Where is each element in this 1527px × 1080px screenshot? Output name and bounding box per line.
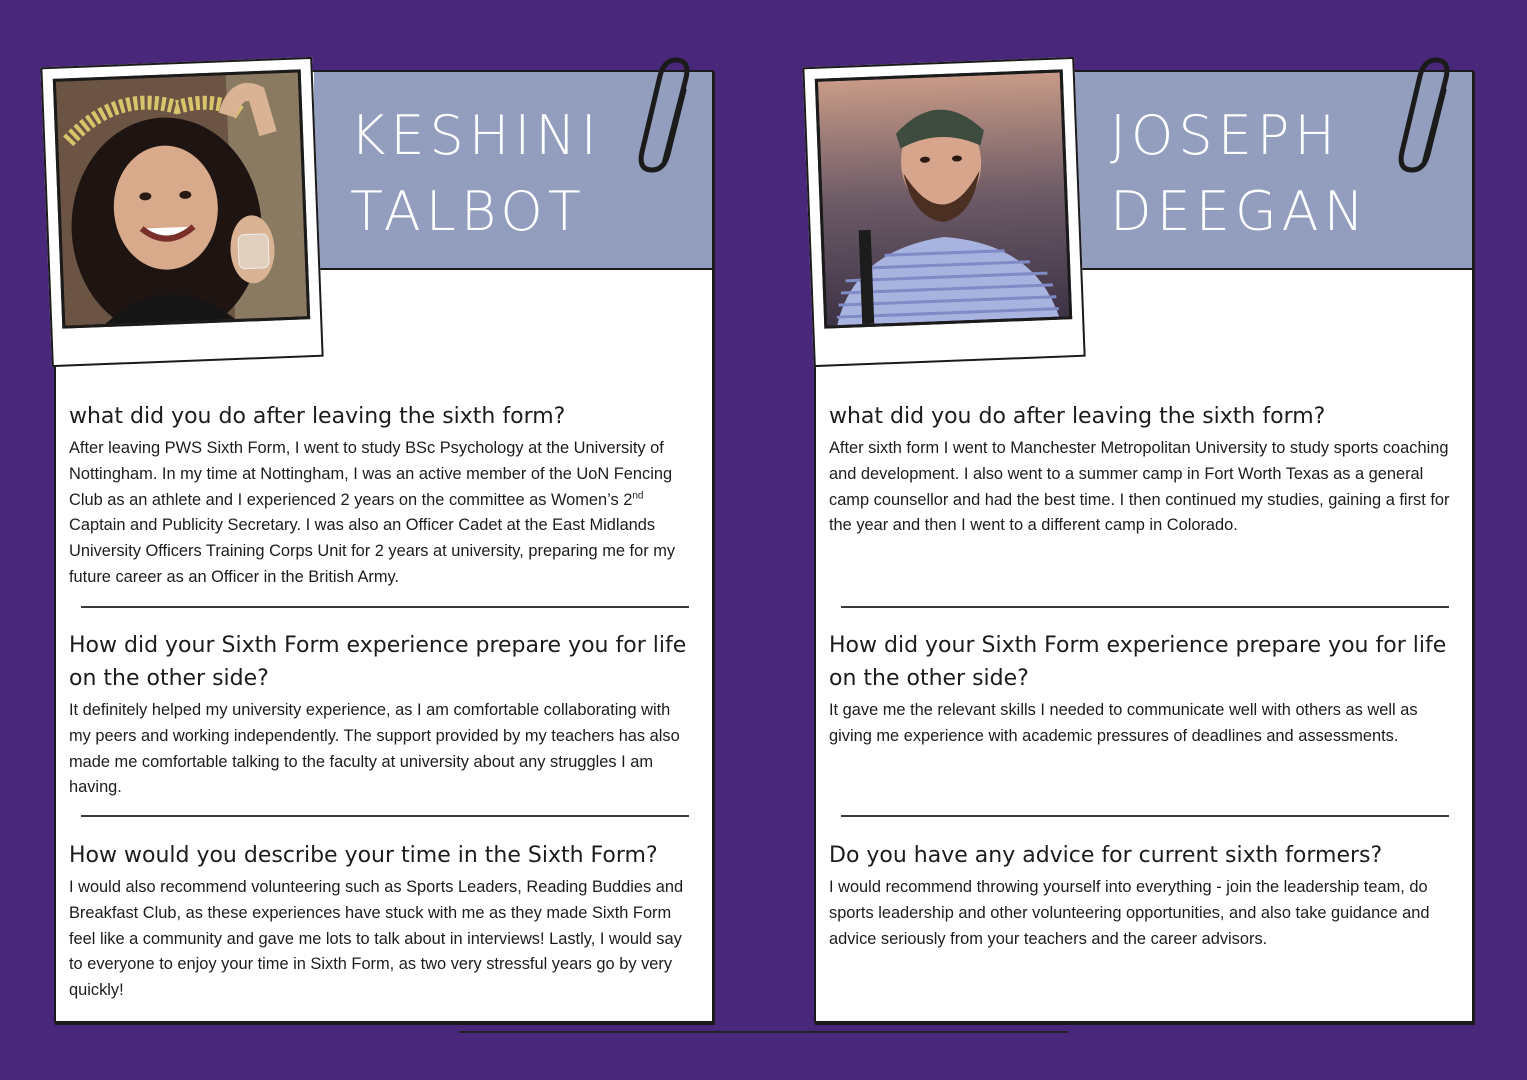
profile-name [1110,98,1369,250]
portrait-illustration [818,72,1069,325]
name-first: JOSEPH [1110,104,1340,167]
qa-section-3 [829,839,1454,952]
divider [81,815,689,817]
question: what did you do after leaving the sixth form? [829,404,1326,429]
qa-section-2 [69,629,694,801]
polaroid-photo-joseph [802,57,1085,367]
paperclip-icon [634,56,698,176]
divider [841,606,1449,608]
paperclip-icon [1394,56,1458,176]
qa-section-3 [69,839,694,1004]
answer: I would also recommend volunteering such as Sports Leaders, Reading Buddies and Breakfast Club, as these experiences have stuck with me as they made Sixth Form feel like a community and gave me lots to talk about in interviews! Lastly, I would say to everyone to enjoy your time in Sixth Form, as two very stressful years go by very quickly! [69,878,684,1000]
question: How would you describe your time in the Sixth Form? [69,843,658,868]
divider [81,606,689,608]
name-last: TALBOT [350,180,586,243]
answer: After sixth form I went to Manchester Metropolitan University to study sports coaching and development. I also went to a summer camp in Fort Worth Texas as a general camp counsellor and had the best time. I then continued my studies, gaining a first for the year and then I went to a different camp in Colorado. [829,439,1450,535]
question: Do you have any advice for current sixth formers? [829,843,1383,868]
answer: It definitely helped my university experience, as I am comfortable collaborating with my peers and working independently. The support provided by my teachers has also made me comfortable talking to the faculty at university about any struggles I am having. [69,701,680,797]
name-first: KESHINI [350,104,602,167]
qa-section-2 [829,629,1454,750]
name-last: DEEGAN [1110,180,1369,243]
answer: I would recommend throwing yourself into everything - join the leadership team, do sports leadership and other volunteering opportunities, and also take guidance and advice seriously from your teachers and the career advisors. [829,878,1430,948]
answer: After leaving PWS Sixth Form, I went to study BSc Psychology at the University of Nottingham. In my time at Nottingham, I was an active member of the UoN Fencing Club as an athlete and I experienced 2 years on the committee as Women’s 2nd Captain and Publicity Secretary. I was also an Officer Cadet at the East Midlands University Officers Training Corps Unit for 2 years at university, preparing me for my future career as an Officer in the British Army. [69,439,676,586]
question: How did your Sixth Form experience prepare you for life on the other side? [829,633,1447,691]
qa-section-1 [829,400,1454,539]
answer: It gave me the relevant skills I needed to communicate well with others as well as giving me experience with academic pressures of deadlines and assessments. [829,701,1418,745]
profile-name [350,98,602,250]
question: How did your Sixth Form experience prepare you for life on the other side? [69,633,687,691]
portrait-photo [815,69,1072,328]
portrait-photo [53,69,310,328]
qa-section-1 [69,400,694,591]
portrait-illustration [56,72,307,325]
divider [841,815,1449,817]
bottom-divider [459,1031,1068,1033]
polaroid-photo-keshini [40,57,323,367]
question: what did you do after leaving the sixth form? [69,404,566,429]
